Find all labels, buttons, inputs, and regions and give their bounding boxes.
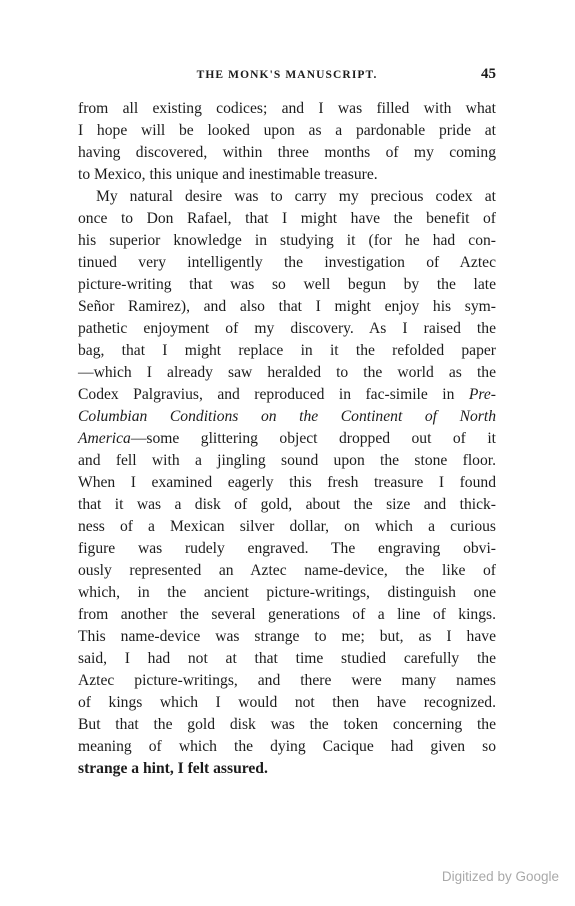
text-line: Señor Ramirez), and also that I might enjoy his sym- [78, 298, 496, 315]
running-head [78, 66, 496, 86]
text-line: —which I already saw heralded to the world as the [78, 364, 496, 381]
text-line: My natural desire was to carry my precious codex at [96, 188, 496, 205]
text-line: ously represented an Aztec name-device, the like of [78, 562, 496, 579]
text-line: of kings which I would not then have recognized. [78, 694, 496, 711]
watermark: Digitized by Google [441, 869, 559, 884]
text-line: that it was a disk of gold, about the size and thick- [78, 496, 496, 513]
text-line: meaning of which the dying Cacique had given so [78, 738, 496, 755]
text-segment: —some glittering object dropped out of it [130, 430, 496, 447]
body-text [78, 98, 496, 780]
text-line: from all existing codices; and I was filled with what [78, 100, 496, 117]
text-segment: Codex Palgravius, and reproduced in fac-simile in [78, 386, 455, 403]
italic-title-start: Pre- [468, 386, 496, 403]
text-line: from another the several generations of a line of kings. [78, 606, 496, 623]
text-line: and fell with a jingling sound upon the stone floor. [78, 452, 496, 469]
text-line: his superior knowledge in studying it (for he had con- [78, 232, 496, 249]
text-line: But that the gold disk was the token concerning the [78, 716, 496, 733]
text-line-italic [78, 406, 496, 428]
running-title: THE MONK'S MANUSCRIPT. [196, 69, 378, 81]
text-line: to Mexico, this unique and inestimable treasure. [78, 166, 378, 183]
text-line: ness of a Mexican silver dollar, on which a curious [78, 518, 496, 535]
text-line: figure was rudely engraved. The engraving obvi- [78, 540, 496, 557]
text-line: once to Don Rafael, that I might have the benefit of [78, 210, 496, 227]
italic-title: Columbian Conditions on the Continent of North [78, 408, 496, 425]
text-line: having discovered, within three months of my coming [78, 144, 496, 161]
text-line: I hope will be looked upon as a pardonable pride at [78, 122, 496, 139]
text-line: tinued very intelligently the investigation of Aztec [78, 254, 496, 271]
text-line: pathetic enjoyment of my discovery. As I raised the [78, 320, 496, 337]
text-line: which, in the ancient picture-writings, distinguish one [78, 584, 496, 601]
text-line: This name-device was strange to me; but, as I have [78, 628, 496, 645]
text-line-mixed [78, 384, 496, 406]
text-line: picture-writing that was so well begun by the late [78, 276, 496, 293]
text-line: strange a hint, I felt assured. [78, 760, 268, 777]
italic-title-end: America [78, 430, 131, 447]
text-line: said, I had not at that time studied carefully the [78, 650, 496, 667]
text-line-mixed [78, 428, 496, 450]
text-line: bag, that I might replace in it the refolded paper [78, 342, 496, 359]
text-line: When I examined eagerly this fresh treasure I found [78, 474, 496, 491]
page-number: 45 [481, 66, 496, 82]
text-line: Aztec picture-writings, and there were many names [78, 672, 496, 689]
